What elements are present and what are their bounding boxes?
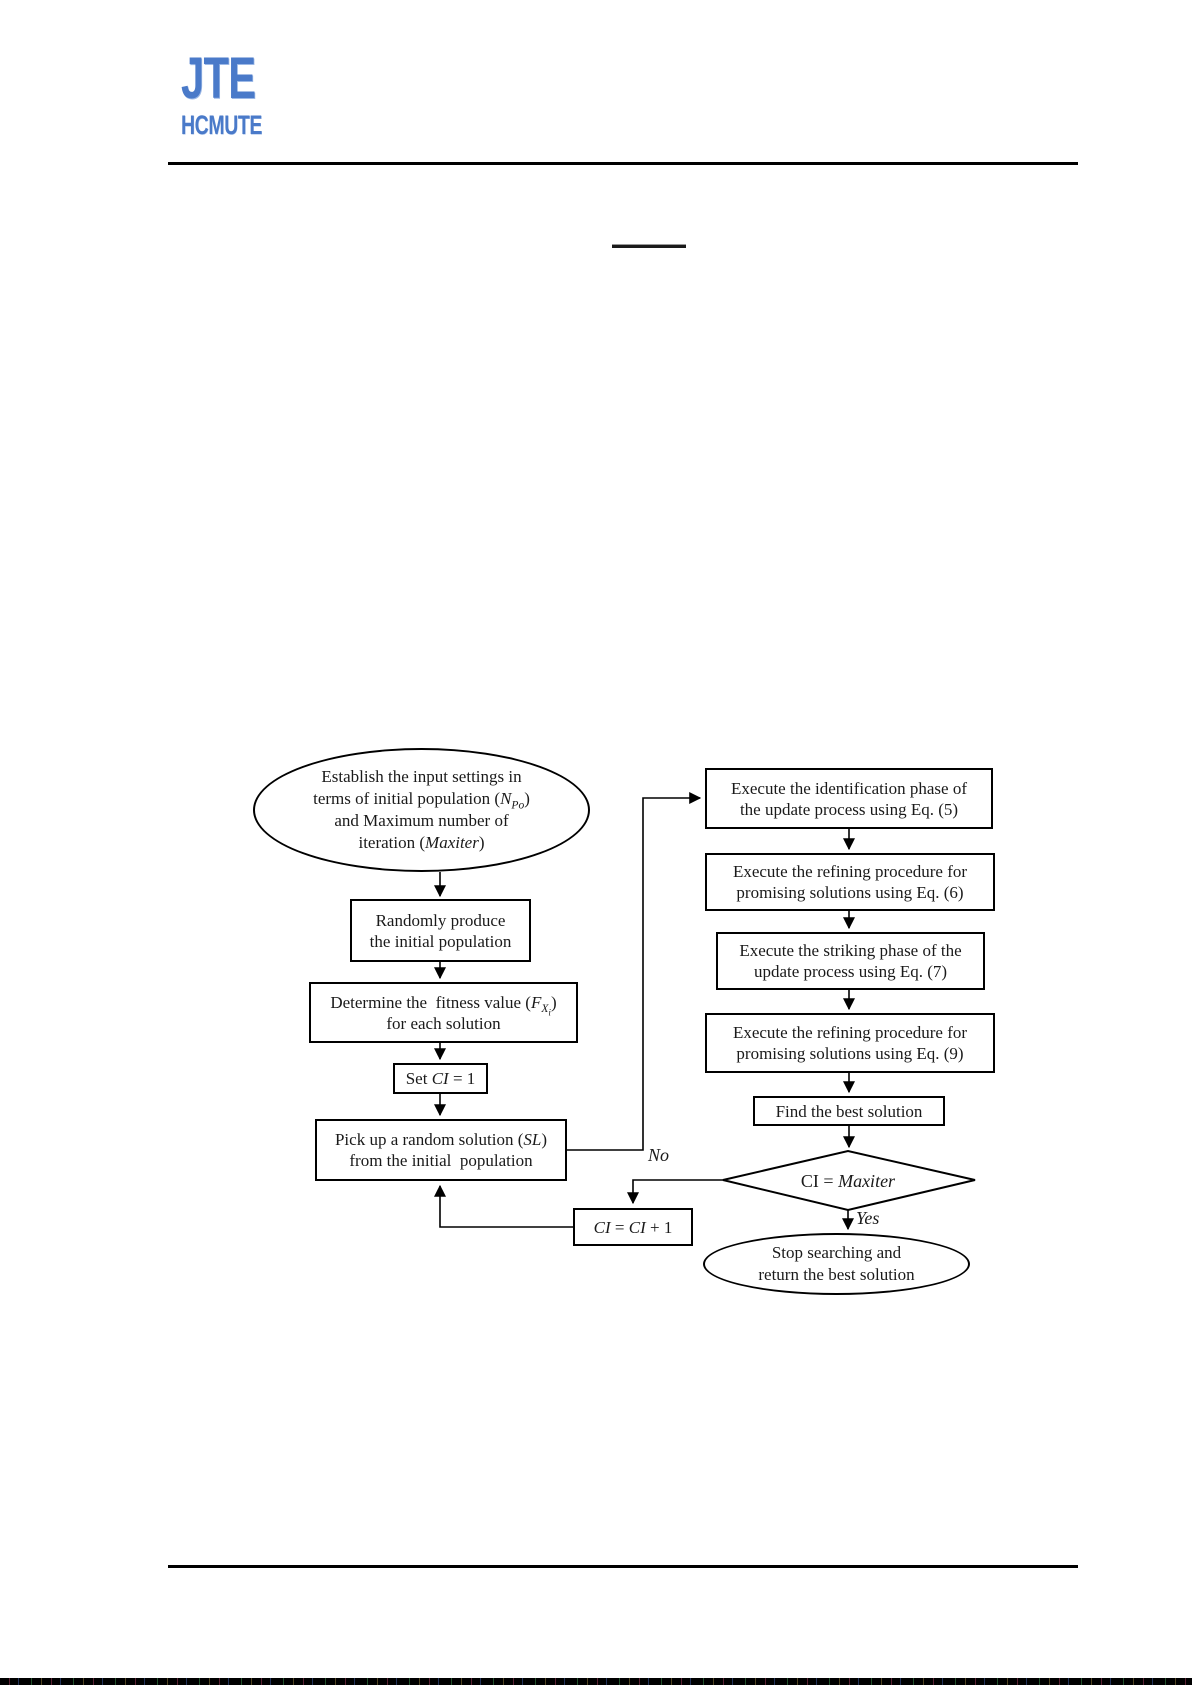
decision-node-text <box>748 1167 948 1195</box>
logo-subtext: HCMUTE <box>181 110 262 140</box>
logo-acronym: JTE <box>181 46 256 111</box>
text-fragment: Pick up a random solution ( <box>334 1130 524 1149</box>
variable-sl: SL <box>523 1130 542 1149</box>
identification-phase-node <box>705 768 993 829</box>
variable-ci: CI <box>628 1217 646 1237</box>
refine9-line-2: promising solutions using Eq. (9) <box>736 1044 964 1063</box>
variable-npo: N <box>500 789 512 808</box>
end-line-2: return the best solution <box>758 1265 915 1284</box>
variable-ci: CI <box>593 1217 611 1237</box>
no-branch-label: No <box>648 1145 670 1165</box>
text-fragment: ) <box>478 833 485 852</box>
subscript-x: X <box>541 1001 549 1015</box>
end-line-1: Stop searching and <box>771 1243 902 1262</box>
random-line-1: Randomly produce <box>375 910 506 930</box>
pick-solution-node <box>315 1119 567 1181</box>
connector-ci-to-pick <box>440 1186 573 1227</box>
text-fragment: ) <box>524 789 530 808</box>
text-fragment: + 1 <box>645 1217 673 1237</box>
refine6-line-1: Execute the refining procedure for <box>732 862 968 881</box>
refine9-line-1: Execute the refining procedure for <box>732 1023 968 1042</box>
text-fragment: iteration ( <box>358 833 426 852</box>
start-line-4 <box>358 832 484 854</box>
refining-eq6-node <box>705 853 995 911</box>
text-fragment: ) <box>541 1130 548 1149</box>
ci-increment-node <box>573 1208 693 1246</box>
refining-eq9-node <box>705 1013 995 1073</box>
random-population-node <box>350 899 531 962</box>
pick-line-1 <box>335 1129 547 1150</box>
strike-line-1: Execute the striking phase of the <box>739 941 962 960</box>
strike-line-2: update process using Eq. (7) <box>753 962 948 981</box>
random-line-2: the initial population <box>369 931 512 951</box>
variable-ci: CI <box>431 1069 449 1088</box>
find-best-solution-node <box>753 1096 945 1126</box>
subscript-po: Po <box>511 798 525 812</box>
set-ci-line <box>406 1068 476 1089</box>
connector-pick-to-identify <box>567 798 700 1150</box>
start-line-2 <box>313 788 530 810</box>
text-fragment: terms of initial population ( <box>313 789 501 808</box>
end-node <box>703 1233 970 1295</box>
start-node <box>253 748 590 872</box>
striking-phase-node <box>716 932 985 990</box>
connector-decision-no-to-ci <box>633 1180 723 1203</box>
start-line-1: Establish the input settings in <box>321 767 522 786</box>
variable-maxiter: Maxiter <box>838 1170 896 1191</box>
variable-f: F <box>530 992 542 1012</box>
identify-line-1: Execute the identification phase of <box>730 778 968 798</box>
identify-line-2: the update process using Eq. (5) <box>739 799 959 819</box>
text-fragment: Set <box>405 1069 432 1088</box>
yes-branch-label: Yes <box>856 1208 880 1228</box>
subscript-i: i <box>548 1007 551 1018</box>
fitness-line-2: for each solution <box>386 1013 501 1033</box>
text-fragment: = <box>610 1217 629 1237</box>
decision-line <box>801 1171 895 1192</box>
text-fragment: Determine the fitness value ( <box>330 992 531 1012</box>
pick-line-2: from the initial population <box>349 1151 533 1170</box>
fitness-line-1 <box>330 992 557 1018</box>
best-line: Find the best solution <box>775 1101 923 1121</box>
fitness-node <box>309 982 578 1043</box>
ci-line <box>594 1217 673 1238</box>
start-line-3: and Maximum number of <box>334 811 509 830</box>
text-fragment: ) <box>550 992 557 1012</box>
variable-maxiter: Maxiter <box>425 833 479 852</box>
set-ci-node <box>393 1063 488 1094</box>
text-fragment: = 1 <box>448 1069 476 1088</box>
refine6-line-2: promising solutions using Eq. (6) <box>736 883 964 902</box>
text-fragment: CI = <box>800 1170 839 1191</box>
